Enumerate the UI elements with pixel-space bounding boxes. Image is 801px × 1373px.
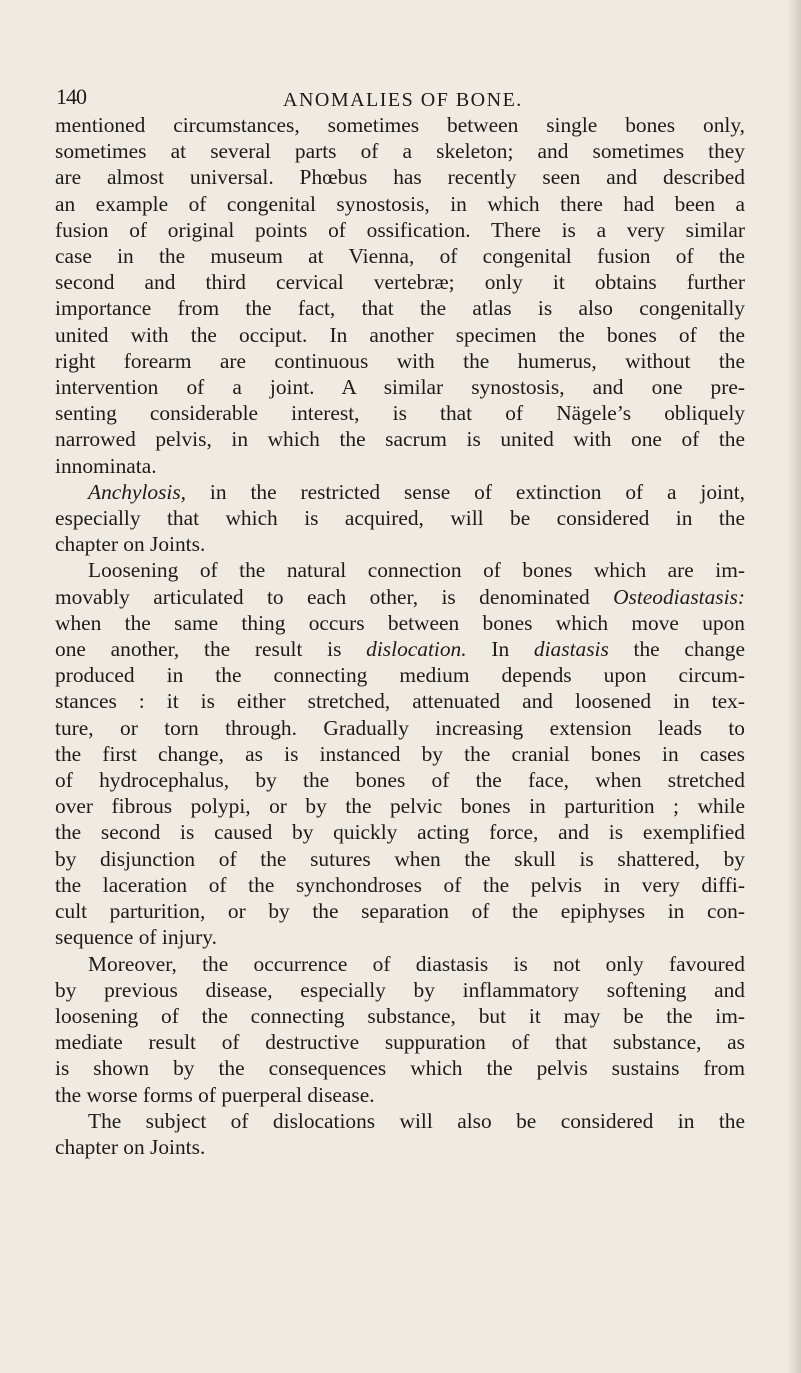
text-line: the laceration of the synchondroses of the pelvis in very diffi- (55, 872, 745, 897)
text-line: importance from the fact, that the atlas is also congenitally (55, 296, 745, 321)
text-line: when the same thing occurs between bones which move upon (55, 610, 745, 635)
text-line: the second is caused by quickly acting force, and is exemplified (55, 820, 745, 845)
text-span: In (466, 637, 534, 662)
italic-term-diastasis: diastasis (533, 637, 609, 662)
text-line (55, 636, 745, 662)
text-line: second and third cervical vertebræ; only it obtains further (55, 270, 745, 295)
text-line: The subject of dislocations will also be considered in the (88, 1108, 745, 1133)
text-line: cult parturition, or by the separation of the epiphyses in con- (55, 899, 745, 924)
text-span: one another, the result is (55, 637, 367, 662)
text-line: Loosening of the natural connection of bones which are im- (88, 558, 745, 583)
text-line: by disjunction of the sutures when the skull is shattered, by (55, 846, 745, 871)
text-line: senting considerable interest, is that of Nägele’s obliquely (55, 401, 745, 426)
text-line: especially that which is acquired, will be considered in the (55, 506, 745, 531)
text-line: over fibrous polypi, or by the pelvic bones in parturition ; while (55, 794, 745, 819)
text-line: loosening of the connecting substance, but it may be the im- (55, 1003, 745, 1028)
text-line: chapter on Joints. (55, 532, 206, 557)
text-line: produced in the connecting medium depends upon circum- (55, 663, 745, 688)
paragraph-synostosis (55, 112, 745, 479)
text-line: Moreover, the occurrence of diastasis is not only favoured (88, 951, 745, 976)
text-span: movably articulated to each other, is denominated (55, 584, 614, 609)
text-line: stances : it is either stretched, attenuated and loosened in tex- (55, 689, 745, 714)
text-line: are almost universal. Phœbus has recently seen and described (55, 165, 745, 190)
text-line (55, 479, 745, 505)
paragraph-osteodiastasis (55, 557, 745, 950)
text-line: sometimes at several parts of a skeleton; and sometimes they (55, 139, 745, 164)
text-line: chapter on Joints. (55, 1134, 206, 1159)
text-line: fusion of original points of ossification. There is a very similar (55, 217, 745, 242)
text-line: an example of congenital synostosis, in which there had been a (55, 191, 745, 216)
running-head: ANOMALIES OF BONE. (283, 89, 523, 111)
text-line: narrowed pelvis, in which the sacrum is united with one of the (55, 427, 745, 452)
text-line: intervention of a joint. A similar synostosis, and one pre- (55, 375, 745, 400)
text-line: of hydrocephalus, by the bones of the face, when stretched (55, 768, 745, 793)
text-line: case in the museum at Vienna, of congenital fusion of the (55, 244, 745, 269)
text-line: the first change, as is instanced by the cranial bones in cases (55, 741, 745, 766)
body-text (55, 112, 745, 1160)
text-line: right forearm are continuous with the humerus, without the (55, 348, 745, 373)
page-edge-shadow (787, 0, 801, 1373)
text-span: the change (608, 637, 745, 662)
text-line: innominata. (55, 453, 157, 478)
text-line: mediate result of destructive suppuration of that substance, as (55, 1030, 745, 1055)
paragraph-anchylosis (55, 479, 745, 558)
text-line: by previous disease, especially by inflammatory softening and (55, 977, 745, 1002)
paragraph-diastasis-disease (55, 951, 745, 1108)
text-line (55, 584, 745, 610)
text-span: in the restricted sense of extinction of a joint, (186, 479, 745, 504)
text-line: ture, or torn through. Gradually increasing extension leads to (55, 715, 745, 740)
text-line: is shown by the consequences which the pelvis sustains from (55, 1056, 745, 1081)
text-line: sequence of injury. (55, 925, 217, 950)
italic-term-osteodiastasis: Osteodiastasis: (613, 584, 745, 609)
text-line: mentioned circumstances, sometimes between single bones only, (55, 113, 745, 137)
paragraph-dislocations (55, 1108, 745, 1160)
text-line: united with the occiput. In another specimen the bones of the (55, 322, 745, 347)
page-number: 140 (56, 84, 86, 109)
italic-term-anchylosis: Anchylosis, (88, 479, 187, 504)
text-line: the worse forms of puerperal disease. (55, 1082, 375, 1107)
italic-term-dislocation: dislocation. (366, 637, 467, 662)
